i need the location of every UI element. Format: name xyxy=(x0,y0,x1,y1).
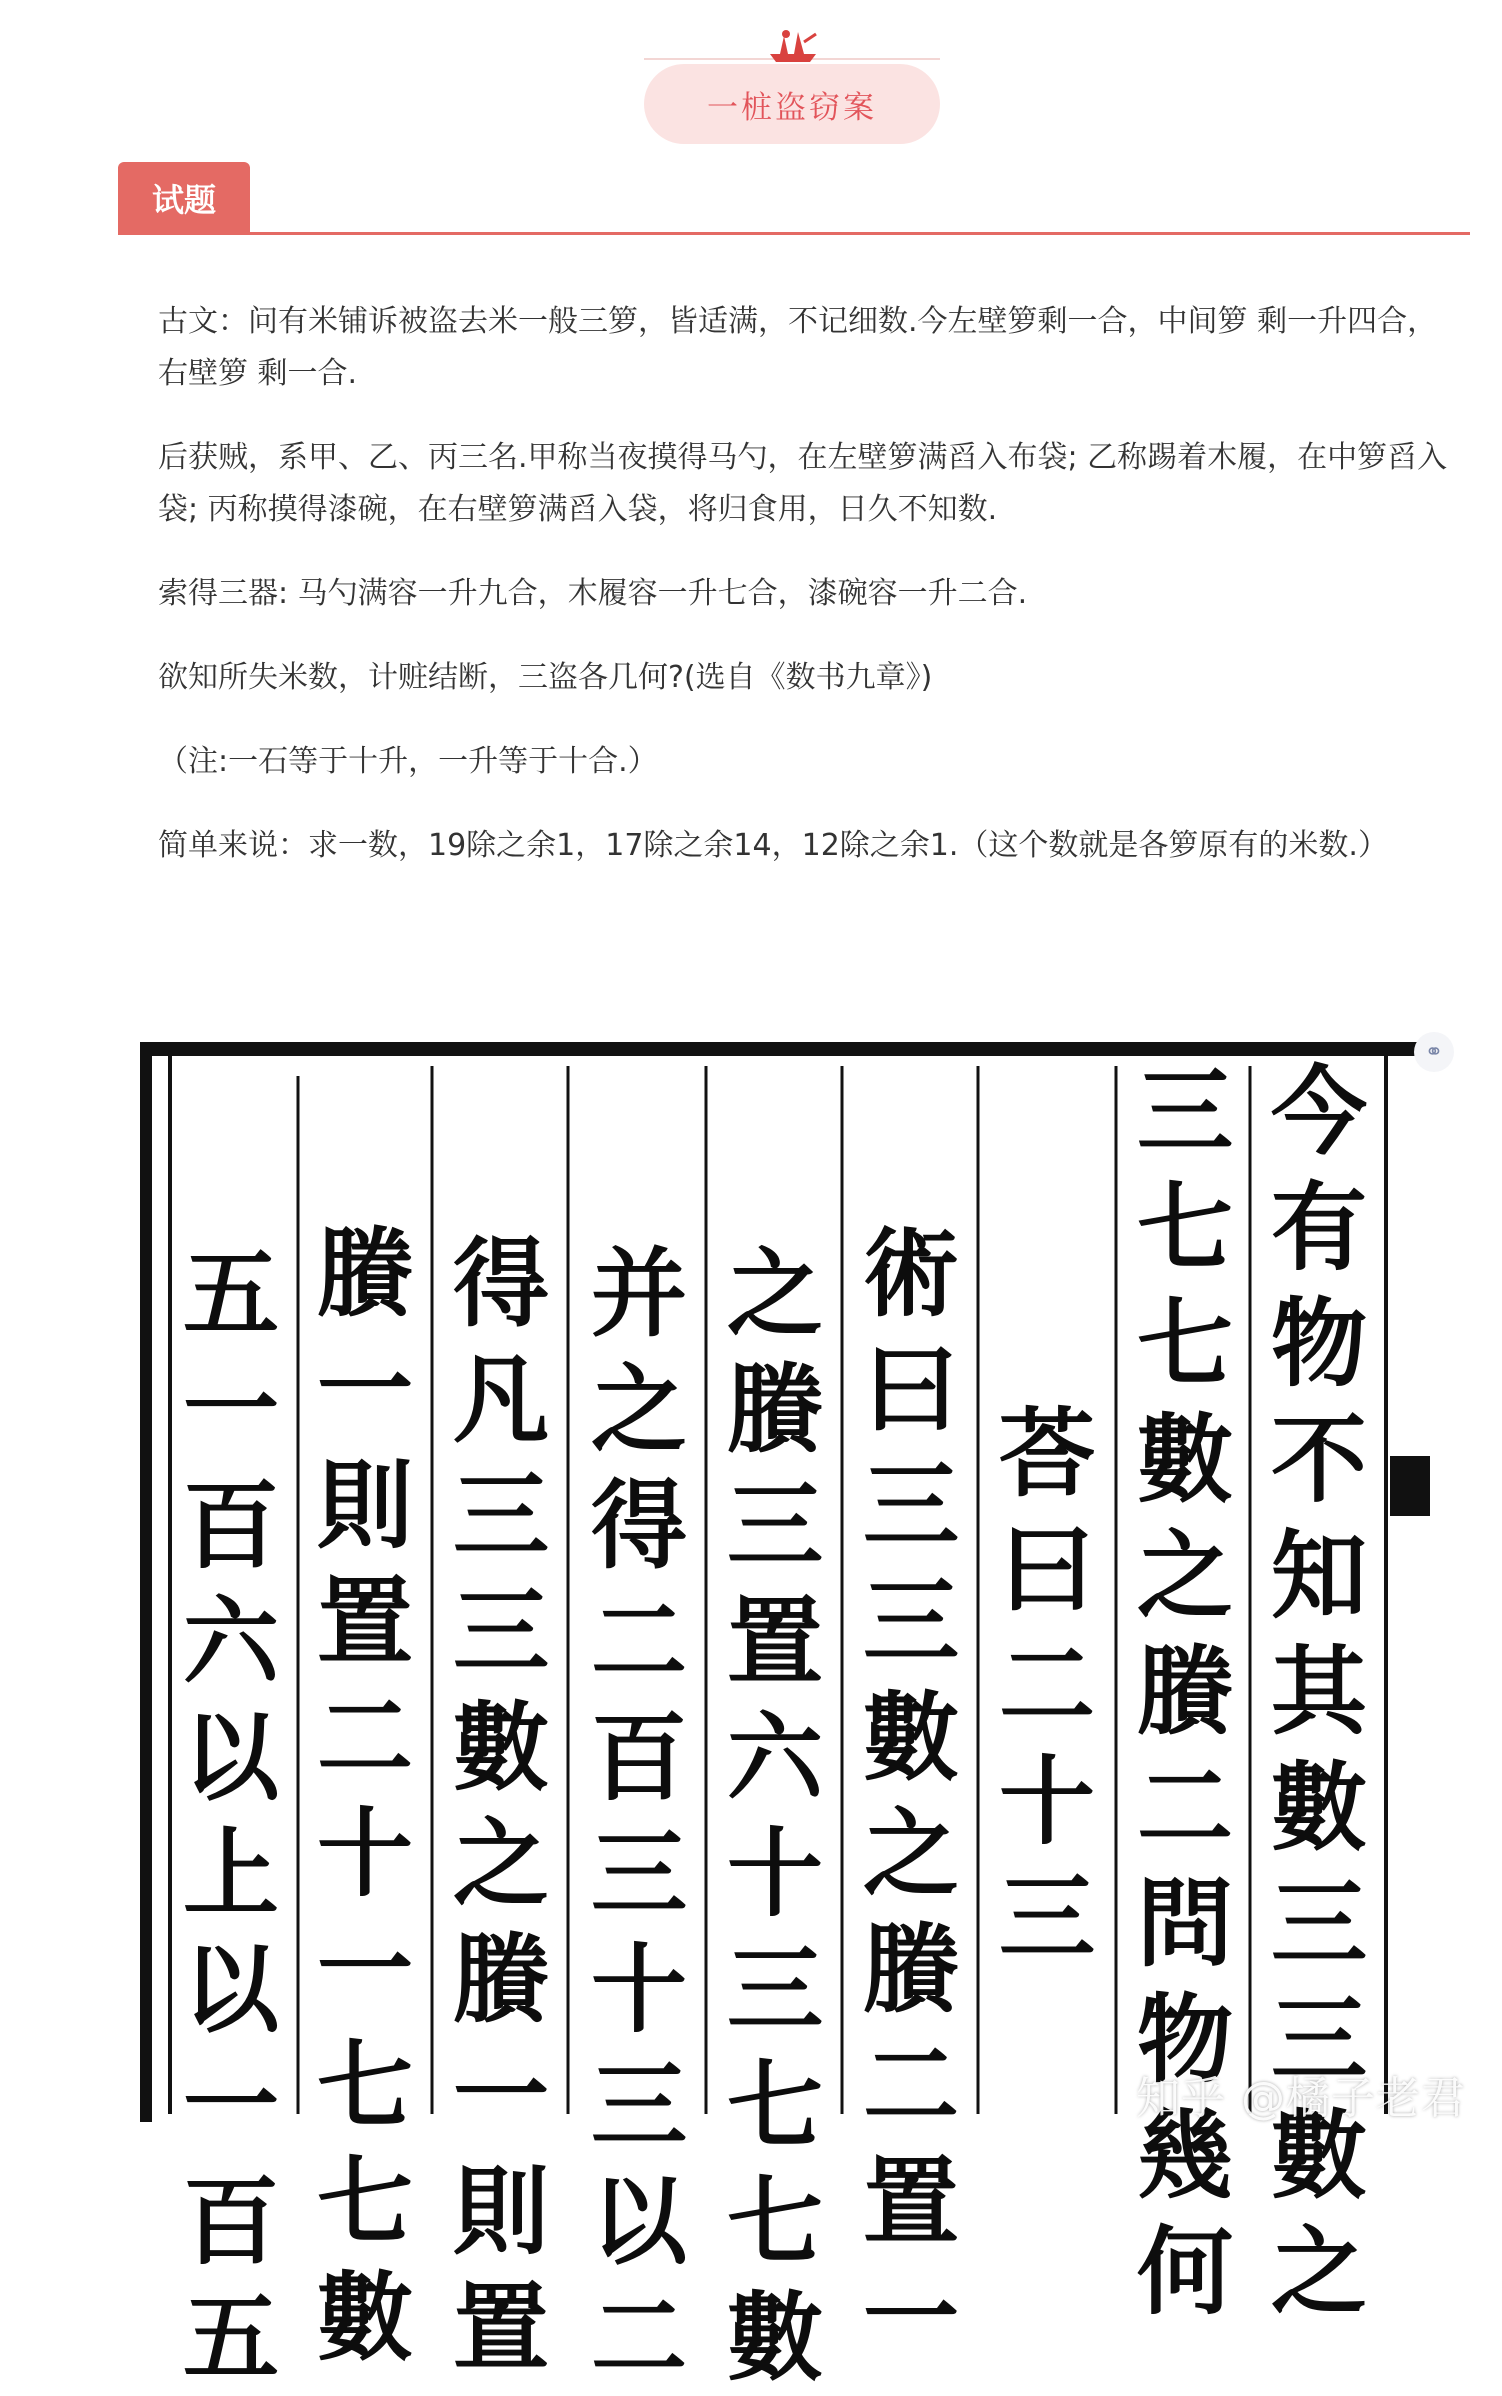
scan-column-4: 術曰三三數之賸二置一 xyxy=(863,1217,959,2374)
ship-logo-icon xyxy=(766,28,820,64)
scan-column-1: 今有物不知其數三三數之 xyxy=(1271,1055,1367,2328)
watermark: 知乎 @橘子老君 xyxy=(1136,2073,1466,2124)
scan-column-7: 得凡三三數之賸一則置 xyxy=(453,1227,549,2384)
paragraph-original-text: 古文：问有米铺诉被盗去米一般三箩，皆适满，不记细数.今左壁箩剩一合，中间箩 剩一升四合，右壁箩 剩一合. xyxy=(158,304,1438,391)
section-label: 试题 xyxy=(118,162,250,233)
paragraph-vessels: 索得三器: 马勺满容一升九合，木履容一升七合，漆碗容一升二合. xyxy=(158,576,1028,611)
scan-column-8: 賸一則置二十一七七數 xyxy=(317,1217,413,2374)
scan-column-2: 三七七數之賸二問物幾何 xyxy=(1137,1055,1233,2328)
link-icon[interactable]: ⚭ xyxy=(1414,1032,1454,1072)
paragraph-note: （注:一石等于十升，一升等于十合.） xyxy=(158,744,658,779)
paragraph-thieves: 后获贼，系甲、乙、丙三名.甲称当夜摸得马勺，在左壁箩满舀入布袋; 乙称踢着木履，在中箩舀入袋; 丙称摸得漆碗，在右壁箩满舀入袋，将归食用，日久不知数. xyxy=(158,440,1448,527)
scan-column-6: 并之得二百三十三以二 xyxy=(591,1237,687,2394)
scan-column-5: 之賸三置六十三七七數 xyxy=(727,1237,823,2394)
section-header xyxy=(118,162,1470,236)
scan-column-3: 荅曰二十三 xyxy=(999,1397,1095,1974)
section-divider xyxy=(118,232,1470,235)
page-title: 一桩盗窃案 xyxy=(644,64,940,144)
title-banner xyxy=(644,28,940,144)
scan-column-9: 五一百六以上以一百五 xyxy=(183,1237,279,2394)
ancient-text-scan xyxy=(140,1036,1430,2394)
paragraph-question: 欲知所失米数，计赃结断，三盗各几何?(选自《数书九章》) xyxy=(158,660,933,695)
paragraph-summary: 简单来说：求一数，19除之余1，17除之余14，12除之余1.（这个数就是各箩原有的米数.） xyxy=(158,828,1388,863)
